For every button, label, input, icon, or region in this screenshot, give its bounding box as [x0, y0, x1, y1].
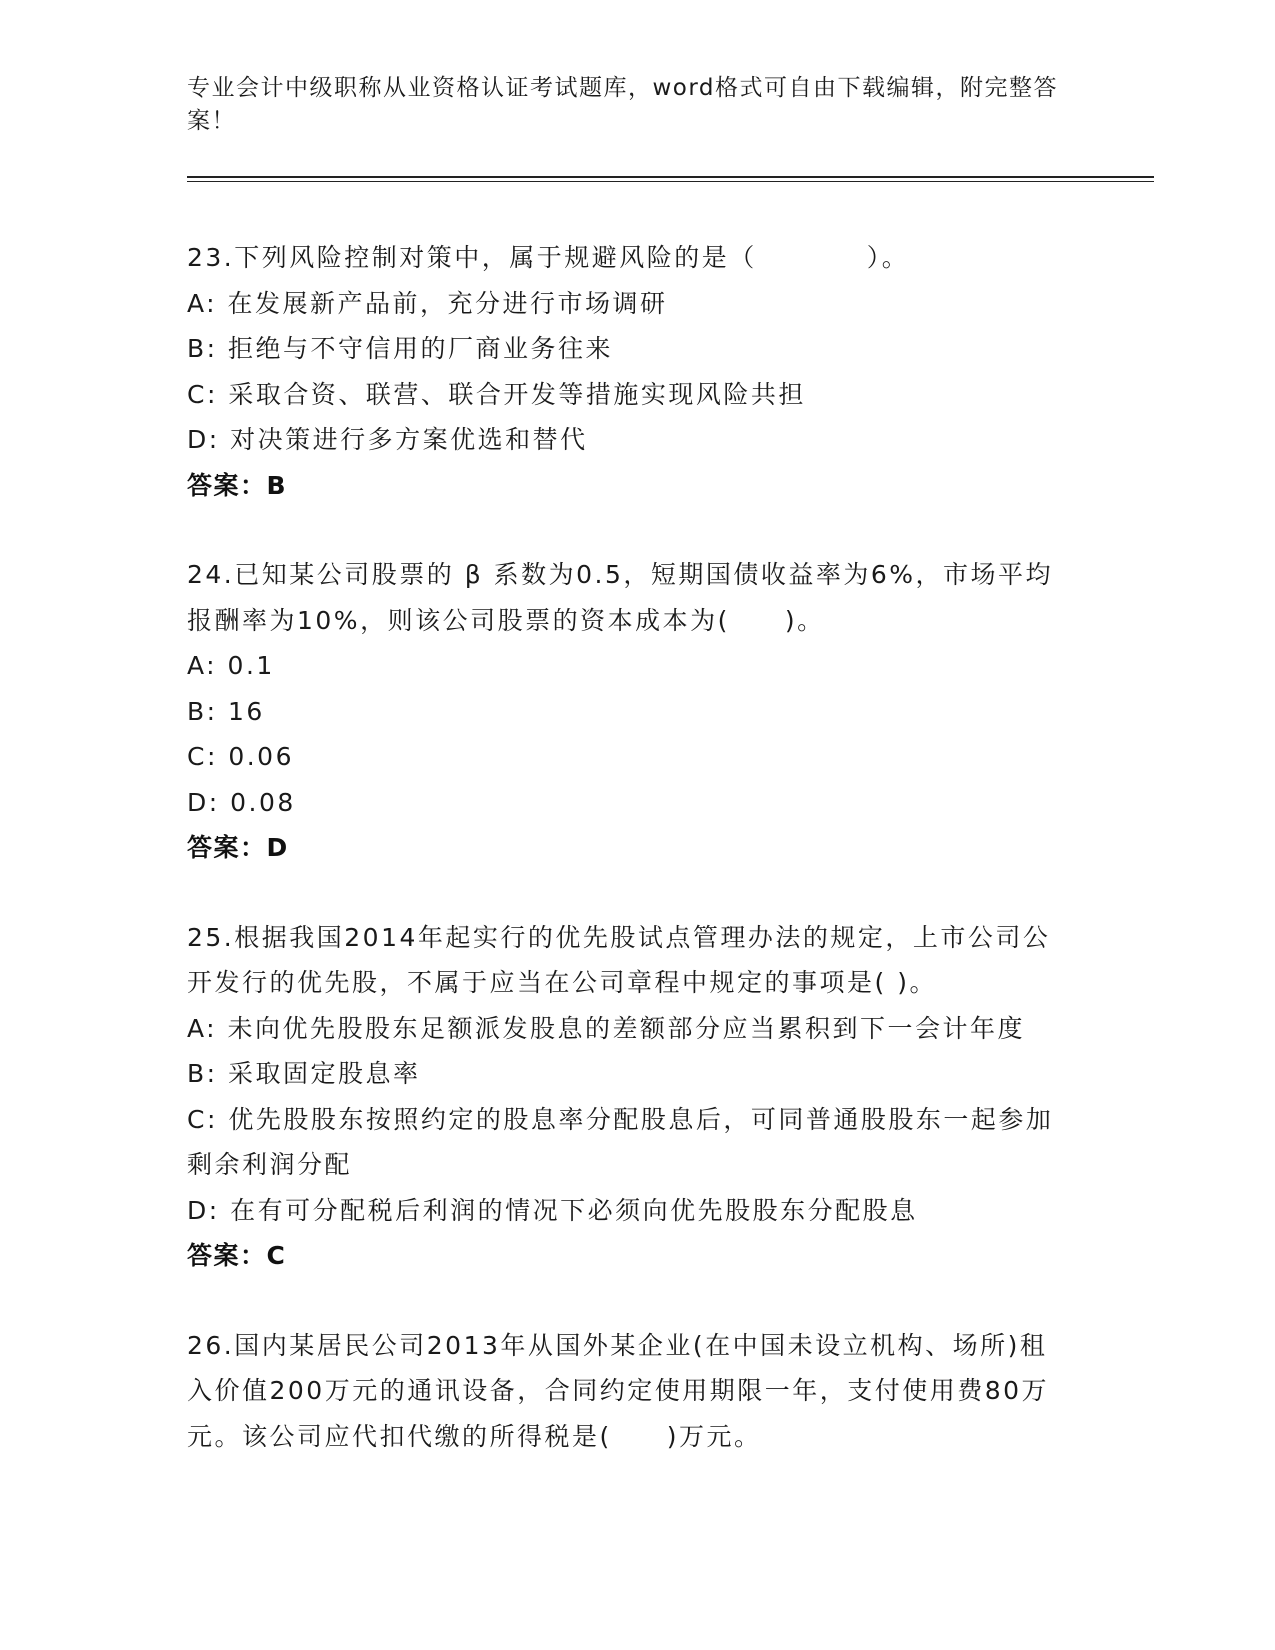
option-b: B: 采取固定股息率: [187, 1059, 421, 1088]
option-c: C: 优先股股东按照约定的股息率分配股息后，可同普通股股东一起参加剩余利润分配: [187, 1104, 1054, 1179]
answer-line: 答案：C: [187, 1241, 287, 1270]
option-b: B: 16: [187, 696, 265, 726]
question-stem: 25.根据我国2014年起实行的优先股试点管理办法的规定，上市公司公开发行的优先股，不属于应当在公司章程中规定的事项是( )。: [187, 922, 1051, 997]
question-stem: 24.已知某公司股票的 β 系数为0.5，短期国债收益率为6%，市场平均报酬率为10%，则该公司股票的资本成本为( )。: [187, 560, 1054, 635]
option-a: A: 未向优先股股东足额派发股息的差额部分应当累积到下一会计年度: [187, 1013, 1026, 1043]
option-a: A: 0.1: [187, 651, 275, 680]
question-23: [187, 235, 1087, 508]
question-stem: 23.下列风险控制对策中，属于规避风险的是（ ）。: [187, 243, 910, 272]
answer-line: 答案：D: [187, 833, 289, 862]
option-d: D: 对决策进行多方案优选和替代: [187, 425, 588, 454]
option-c: C: 0.06: [187, 742, 294, 771]
question-stem: 26.国内某居民公司2013年从国外某企业(在中国未设立机构、场所)租入价值200万元的通讯设备，合同约定使用期限一年，支付使用费80万元。该公司应代扣代缴的所得税是( )万元。: [187, 1330, 1050, 1451]
header-divider-thin: [187, 181, 1154, 182]
option-c: C: 采取合资、联营、联合开发等措施实现风险共担: [187, 379, 806, 409]
question-26: [187, 1323, 1087, 1460]
question-list: [187, 235, 1087, 1503]
answer-line: 答案：B: [187, 470, 288, 500]
option-a: A: 在发展新产品前，充分进行市场调研: [187, 288, 668, 318]
page-header: 专业会计中级职称从业资格认证考试题库，word格式可自由下载编辑，附完整答案！: [187, 75, 1059, 134]
question-24: [187, 552, 1087, 871]
option-d: D: 0.08: [187, 787, 296, 817]
option-d: D: 在有可分配税后利润的情况下必须向优先股股东分配股息: [187, 1195, 918, 1225]
header-divider: [187, 176, 1154, 178]
option-b: B: 拒绝与不守信用的厂商业务往来: [187, 334, 614, 363]
question-25: [187, 915, 1087, 1279]
